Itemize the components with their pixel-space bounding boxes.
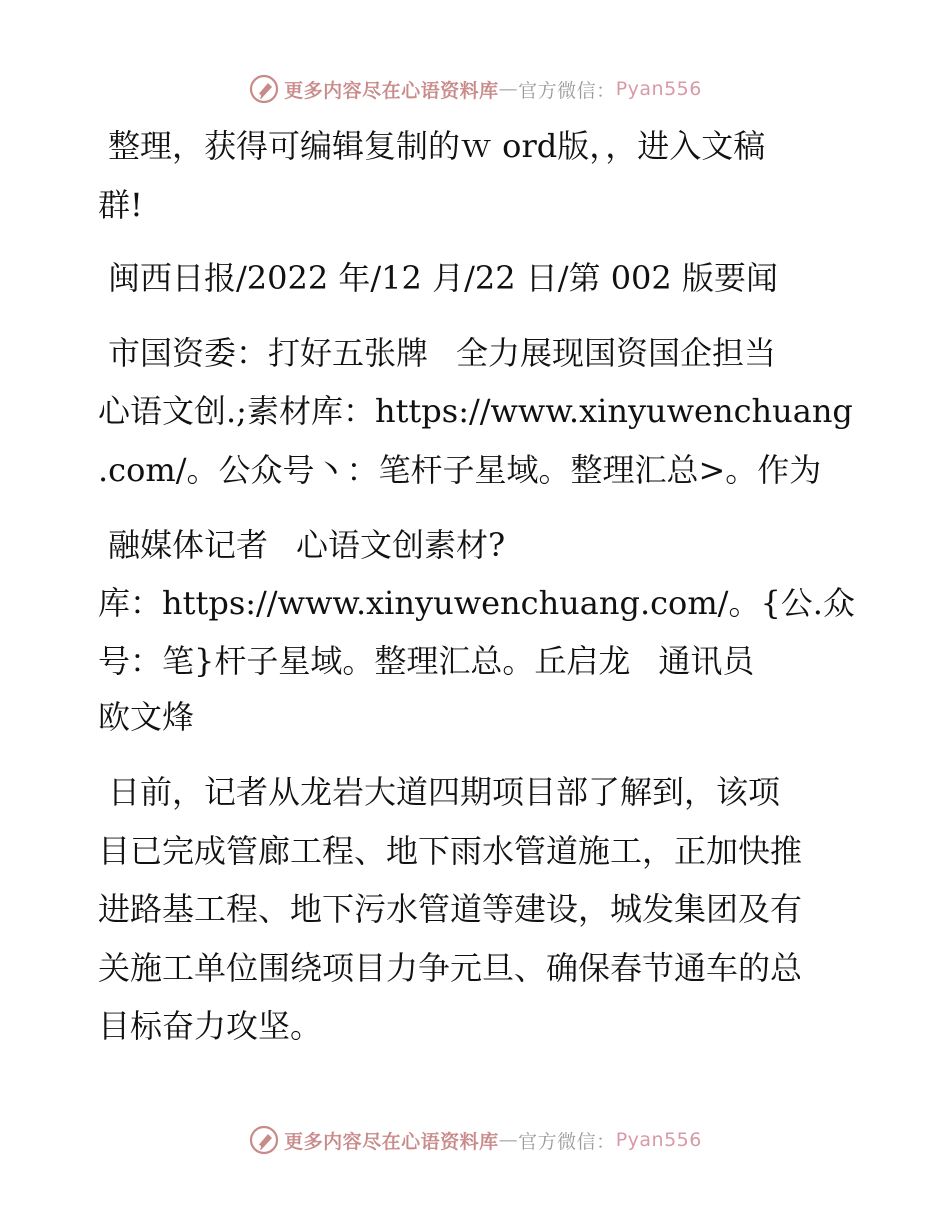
watermark-official: 官方微信： — [518, 79, 616, 102]
byline-part-2: 心语文创素材? — [296, 526, 506, 564]
byline-line-4: 欧文烽 — [98, 698, 195, 736]
pen-badge-logo-icon — [248, 73, 280, 105]
byline-line-2: 库：https://www.xinyuwenchuang.com/。{公.众 — [98, 584, 855, 622]
byline-role: 通讯员 — [658, 642, 755, 680]
byline-line-3 — [98, 641, 754, 681]
pen-badge-logo-icon — [248, 1124, 280, 1156]
body-line-4: 关施工单位围绕项目力争元旦、确保春节通车的总 — [98, 949, 803, 987]
watermark-brand: 更多内容尽在心语资料库 — [284, 79, 499, 102]
intro-line-1: 整理，获得可编辑复制的ｗ ord版，，进入文稿 — [108, 127, 766, 165]
byline-line-1 — [108, 525, 505, 565]
headline — [108, 333, 776, 373]
body-line-1: 日前，记者从龙岩大道四期项目部了解到，该项 — [108, 773, 781, 811]
body-line-3: 进路基工程、地下污水管道等建设，城发集团及有 — [98, 890, 803, 928]
watermark-wechat-id: Pyan556 — [615, 1129, 702, 1151]
source-line-1: 心语文创.;素材库：https://www.xinyuwenchuang — [98, 392, 853, 430]
body-line-2: 目已完成管廊工程、地下雨水管道施工，正加快推 — [98, 832, 803, 870]
headline-part-1: 市国资委：打好五张牌 — [108, 334, 429, 372]
watermark-brand: 更多内容尽在心语资料库 — [284, 1130, 499, 1153]
watermark-official: 官方微信： — [518, 1130, 616, 1153]
dateline: 闽西日报/2022 年/12 月/22 日/第 002 版要闻 — [108, 259, 778, 297]
headline-part-2: 全力展现国资国企担当 — [456, 334, 777, 372]
byline-reporter-title: 融媒体记者 — [108, 526, 269, 564]
body-line-5: 目标奋力攻坚。 — [98, 1007, 323, 1045]
watermark-separator: — — [498, 78, 519, 100]
watermark-separator: — — [498, 1129, 519, 1151]
intro-line-2: 群! — [98, 186, 143, 224]
byline-line-3-text: 号：笔}杆子星域。整理汇总。丘启龙 — [98, 642, 631, 680]
watermark-footer — [0, 1123, 950, 1157]
watermark-wechat-id: Pyan556 — [615, 78, 702, 100]
source-line-2: .com/。公众号丶：笔杆子星域。整理汇总>。作为 — [98, 451, 822, 489]
watermark-header — [0, 72, 950, 106]
